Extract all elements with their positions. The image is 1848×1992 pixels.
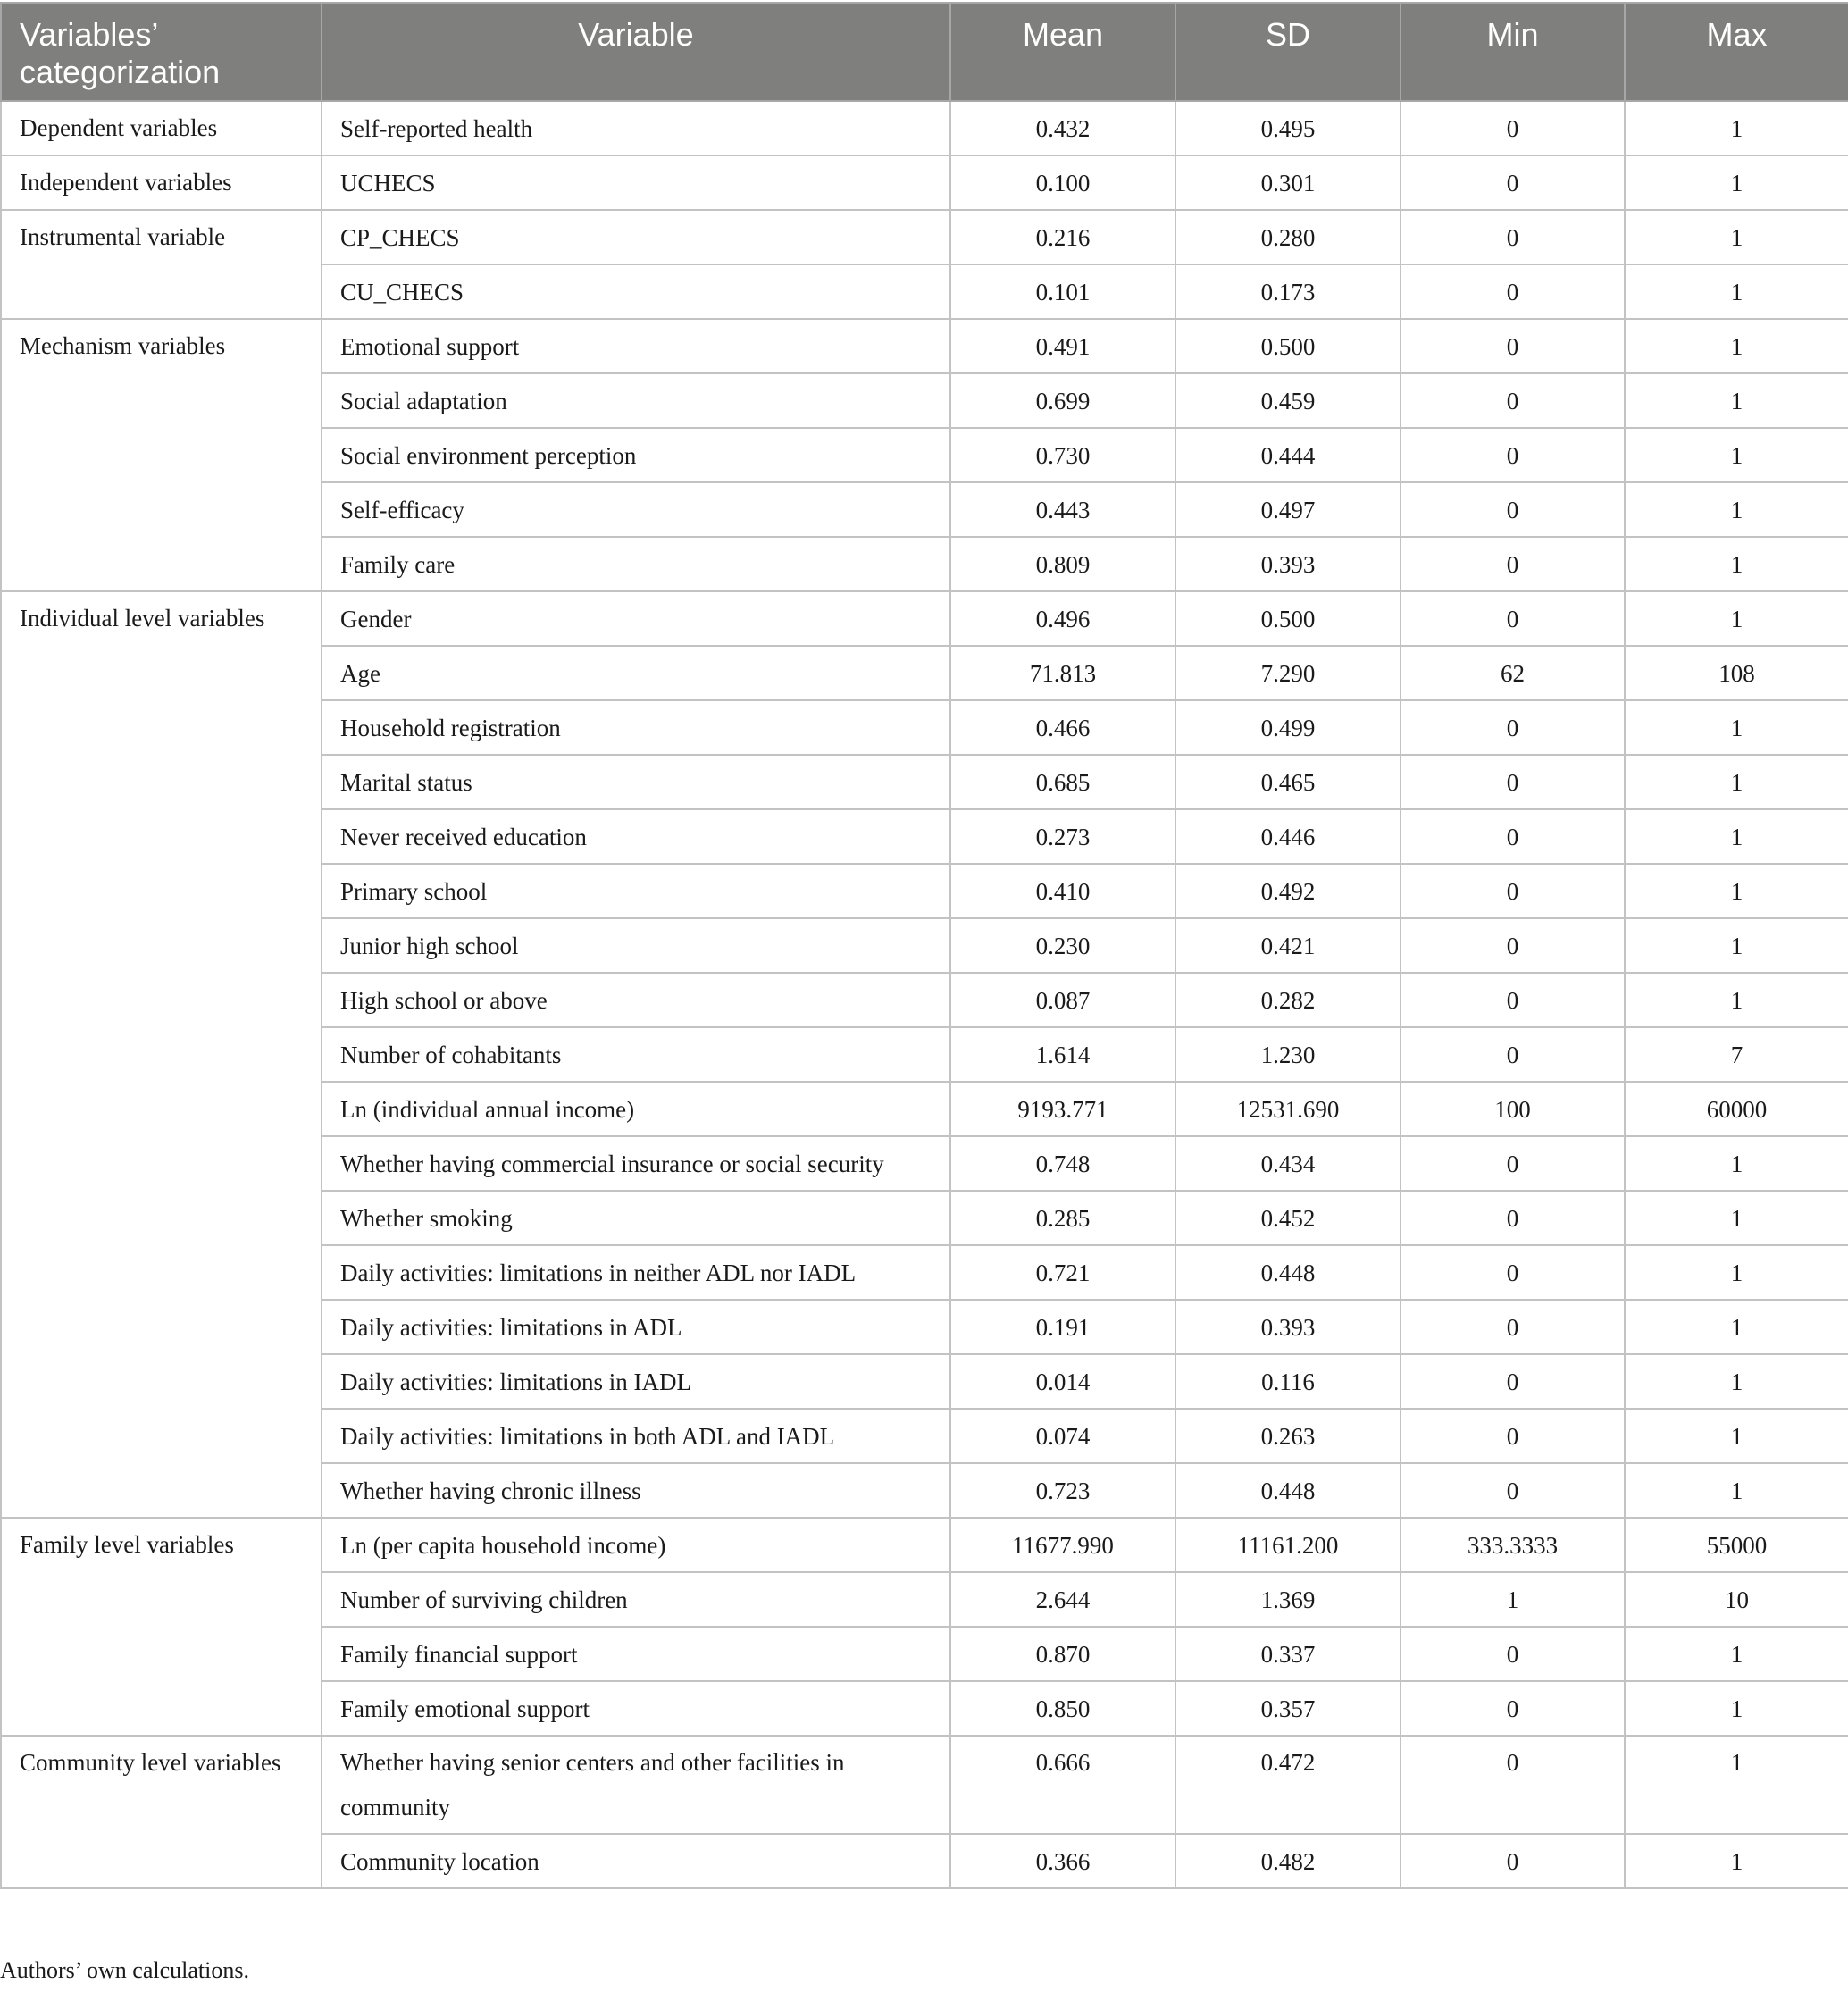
- category-cell: Independent variables: [1, 155, 322, 210]
- sd-cell: 0.482: [1175, 1834, 1401, 1888]
- sd-cell: 0.448: [1175, 1245, 1401, 1300]
- variable-cell: Ln (per capita household income): [322, 1518, 950, 1572]
- min-cell: 0: [1401, 373, 1625, 428]
- variable-cell: Family care: [322, 537, 950, 591]
- variable-cell: Ln (individual annual income): [322, 1082, 950, 1136]
- category-cell: Family level variables: [1, 1518, 322, 1736]
- sd-cell: 0.393: [1175, 1300, 1401, 1354]
- sd-cell: 0.263: [1175, 1409, 1401, 1463]
- max-cell: 1: [1625, 482, 1848, 537]
- max-cell: 1: [1625, 319, 1848, 373]
- category-cell: Community level variables: [1, 1736, 322, 1888]
- max-cell: 1: [1625, 373, 1848, 428]
- mean-cell: 71.813: [950, 646, 1175, 700]
- min-cell: 0: [1401, 755, 1625, 809]
- mean-cell: 0.666: [950, 1736, 1175, 1834]
- variable-cell: Community location: [322, 1834, 950, 1888]
- max-cell: 10: [1625, 1572, 1848, 1627]
- mean-cell: 0.809: [950, 537, 1175, 591]
- header-sd: SD: [1175, 3, 1401, 101]
- max-cell: 1: [1625, 864, 1848, 918]
- sd-cell: 0.499: [1175, 700, 1401, 755]
- sd-cell: 0.500: [1175, 591, 1401, 646]
- variable-cell: Emotional support: [322, 319, 950, 373]
- mean-cell: 0.443: [950, 482, 1175, 537]
- header-min: Min: [1401, 3, 1625, 101]
- header-row: [1, 3, 1848, 101]
- max-cell: 1: [1625, 1409, 1848, 1463]
- category-cell: Individual level variables: [1, 591, 322, 1518]
- variable-cell: Daily activities: limitations in IADL: [322, 1354, 950, 1409]
- min-cell: 0: [1401, 700, 1625, 755]
- sd-cell: 0.116: [1175, 1354, 1401, 1409]
- table-row: [1, 319, 1848, 373]
- mean-cell: 0.699: [950, 373, 1175, 428]
- max-cell: 1: [1625, 155, 1848, 210]
- max-cell: 7: [1625, 1027, 1848, 1082]
- mean-cell: 2.644: [950, 1572, 1175, 1627]
- min-cell: 0: [1401, 1245, 1625, 1300]
- min-cell: 0: [1401, 1300, 1625, 1354]
- max-cell: 1: [1625, 101, 1848, 155]
- table-row: [1, 210, 1848, 264]
- mean-cell: 0.014: [950, 1354, 1175, 1409]
- variable-cell: Age: [322, 646, 950, 700]
- sd-cell: 12531.690: [1175, 1082, 1401, 1136]
- variable-cell: Gender: [322, 591, 950, 646]
- min-cell: 0: [1401, 918, 1625, 973]
- category-cell: Mechanism variables: [1, 319, 322, 591]
- mean-cell: 0.730: [950, 428, 1175, 482]
- variable-cell: Whether having senior centers and other facilities in community: [322, 1736, 950, 1834]
- max-cell: 1: [1625, 591, 1848, 646]
- variable-cell: Whether smoking: [322, 1191, 950, 1245]
- variable-cell: Self-efficacy: [322, 482, 950, 537]
- max-cell: 1: [1625, 918, 1848, 973]
- max-cell: 1: [1625, 973, 1848, 1027]
- header-categorization: Variables’ categorization: [1, 3, 322, 101]
- table-row: [1, 591, 1848, 646]
- sd-cell: 0.444: [1175, 428, 1401, 482]
- sd-cell: 0.452: [1175, 1191, 1401, 1245]
- min-cell: 0: [1401, 1681, 1625, 1736]
- max-cell: 1: [1625, 1834, 1848, 1888]
- sd-cell: 0.472: [1175, 1736, 1401, 1834]
- variable-cell: High school or above: [322, 973, 950, 1027]
- min-cell: 0: [1401, 1736, 1625, 1834]
- variable-cell: Never received education: [322, 809, 950, 864]
- mean-cell: 0.216: [950, 210, 1175, 264]
- mean-cell: 0.366: [950, 1834, 1175, 1888]
- max-cell: 1: [1625, 210, 1848, 264]
- mean-cell: 0.100: [950, 155, 1175, 210]
- sd-cell: 0.280: [1175, 210, 1401, 264]
- sd-cell: 0.495: [1175, 101, 1401, 155]
- table-row: [1, 1518, 1848, 1572]
- sd-cell: 0.421: [1175, 918, 1401, 973]
- variable-cell: Marital status: [322, 755, 950, 809]
- variable-cell: Number of surviving children: [322, 1572, 950, 1627]
- mean-cell: 0.432: [950, 101, 1175, 155]
- min-cell: 0: [1401, 482, 1625, 537]
- table-row: [1, 155, 1848, 210]
- max-cell: 60000: [1625, 1082, 1848, 1136]
- min-cell: 0: [1401, 101, 1625, 155]
- mean-cell: 0.721: [950, 1245, 1175, 1300]
- descriptive-statistics-table: [0, 2, 1848, 1889]
- sd-cell: 0.465: [1175, 755, 1401, 809]
- sd-cell: 0.282: [1175, 973, 1401, 1027]
- variable-cell: Family financial support: [322, 1627, 950, 1681]
- min-cell: 333.3333: [1401, 1518, 1625, 1572]
- mean-cell: 0.074: [950, 1409, 1175, 1463]
- variable-cell: Self-reported health: [322, 101, 950, 155]
- mean-cell: 0.410: [950, 864, 1175, 918]
- mean-cell: 0.101: [950, 264, 1175, 319]
- variable-cell: Whether having commercial insurance or social security: [322, 1136, 950, 1191]
- mean-cell: 9193.771: [950, 1082, 1175, 1136]
- sd-cell: 0.173: [1175, 264, 1401, 319]
- table-body: [1, 101, 1848, 1888]
- sd-cell: 0.357: [1175, 1681, 1401, 1736]
- mean-cell: 0.491: [950, 319, 1175, 373]
- sd-cell: 0.337: [1175, 1627, 1401, 1681]
- max-cell: 108: [1625, 646, 1848, 700]
- max-cell: 1: [1625, 1354, 1848, 1409]
- min-cell: 0: [1401, 591, 1625, 646]
- variable-cell: Junior high school: [322, 918, 950, 973]
- max-cell: 1: [1625, 1463, 1848, 1518]
- table-row: [1, 101, 1848, 155]
- sd-cell: 7.290: [1175, 646, 1401, 700]
- variable-cell: Daily activities: limitations in neither ADL nor IADL: [322, 1245, 950, 1300]
- sd-cell: 0.448: [1175, 1463, 1401, 1518]
- mean-cell: 1.614: [950, 1027, 1175, 1082]
- sd-cell: 0.301: [1175, 155, 1401, 210]
- mean-cell: 0.850: [950, 1681, 1175, 1736]
- mean-cell: 0.496: [950, 591, 1175, 646]
- min-cell: 0: [1401, 428, 1625, 482]
- sd-cell: 0.492: [1175, 864, 1401, 918]
- min-cell: 0: [1401, 537, 1625, 591]
- sd-cell: 1.230: [1175, 1027, 1401, 1082]
- variable-cell: CP_CHECS: [322, 210, 950, 264]
- min-cell: 0: [1401, 1834, 1625, 1888]
- sd-cell: 0.434: [1175, 1136, 1401, 1191]
- sd-cell: 0.446: [1175, 809, 1401, 864]
- mean-cell: 11677.990: [950, 1518, 1175, 1572]
- max-cell: 1: [1625, 1681, 1848, 1736]
- mean-cell: 0.087: [950, 973, 1175, 1027]
- max-cell: 1: [1625, 1627, 1848, 1681]
- table-header: [1, 3, 1848, 101]
- mean-cell: 0.748: [950, 1136, 1175, 1191]
- mean-cell: 0.685: [950, 755, 1175, 809]
- max-cell: 1: [1625, 1245, 1848, 1300]
- header-mean: Mean: [950, 3, 1175, 101]
- min-cell: 100: [1401, 1082, 1625, 1136]
- variable-cell: Whether having chronic illness: [322, 1463, 950, 1518]
- mean-cell: 0.870: [950, 1627, 1175, 1681]
- max-cell: 55000: [1625, 1518, 1848, 1572]
- header-max: Max: [1625, 3, 1848, 101]
- sd-cell: 0.459: [1175, 373, 1401, 428]
- mean-cell: 0.273: [950, 809, 1175, 864]
- min-cell: 0: [1401, 1627, 1625, 1681]
- variable-cell: Social adaptation: [322, 373, 950, 428]
- min-cell: 0: [1401, 809, 1625, 864]
- variable-cell: Social environment perception: [322, 428, 950, 482]
- header-variable: Variable: [322, 3, 950, 101]
- min-cell: 0: [1401, 319, 1625, 373]
- max-cell: 1: [1625, 537, 1848, 591]
- min-cell: 0: [1401, 1463, 1625, 1518]
- variable-cell: Primary school: [322, 864, 950, 918]
- variable-cell: Household registration: [322, 700, 950, 755]
- variable-cell: Daily activities: limitations in ADL: [322, 1300, 950, 1354]
- variable-cell: UCHECS: [322, 155, 950, 210]
- min-cell: 0: [1401, 264, 1625, 319]
- sd-cell: 0.500: [1175, 319, 1401, 373]
- min-cell: 0: [1401, 973, 1625, 1027]
- mean-cell: 0.723: [950, 1463, 1175, 1518]
- min-cell: 1: [1401, 1572, 1625, 1627]
- variable-cell: Number of cohabitants: [322, 1027, 950, 1082]
- sd-cell: 0.393: [1175, 537, 1401, 591]
- min-cell: 0: [1401, 155, 1625, 210]
- min-cell: 62: [1401, 646, 1625, 700]
- sd-cell: 11161.200: [1175, 1518, 1401, 1572]
- min-cell: 0: [1401, 1136, 1625, 1191]
- max-cell: 1: [1625, 1736, 1848, 1834]
- min-cell: 0: [1401, 1354, 1625, 1409]
- min-cell: 0: [1401, 864, 1625, 918]
- category-cell: Dependent variables: [1, 101, 322, 155]
- table-row: [1, 1736, 1848, 1834]
- max-cell: 1: [1625, 755, 1848, 809]
- max-cell: 1: [1625, 1300, 1848, 1354]
- variable-cell: Daily activities: limitations in both ADL and IADL: [322, 1409, 950, 1463]
- mean-cell: 0.191: [950, 1300, 1175, 1354]
- max-cell: 1: [1625, 1191, 1848, 1245]
- sd-cell: 0.497: [1175, 482, 1401, 537]
- mean-cell: 0.466: [950, 700, 1175, 755]
- sd-cell: 1.369: [1175, 1572, 1401, 1627]
- mean-cell: 0.230: [950, 918, 1175, 973]
- variable-cell: CU_CHECS: [322, 264, 950, 319]
- max-cell: 1: [1625, 700, 1848, 755]
- min-cell: 0: [1401, 1027, 1625, 1082]
- variable-cell: Family emotional support: [322, 1681, 950, 1736]
- max-cell: 1: [1625, 1136, 1848, 1191]
- min-cell: 0: [1401, 1191, 1625, 1245]
- category-cell: Instrumental variable: [1, 210, 322, 319]
- mean-cell: 0.285: [950, 1191, 1175, 1245]
- min-cell: 0: [1401, 1409, 1625, 1463]
- max-cell: 1: [1625, 264, 1848, 319]
- max-cell: 1: [1625, 428, 1848, 482]
- max-cell: 1: [1625, 809, 1848, 864]
- min-cell: 0: [1401, 210, 1625, 264]
- table-footnote: Authors’ own calculations.: [0, 1957, 249, 1983]
